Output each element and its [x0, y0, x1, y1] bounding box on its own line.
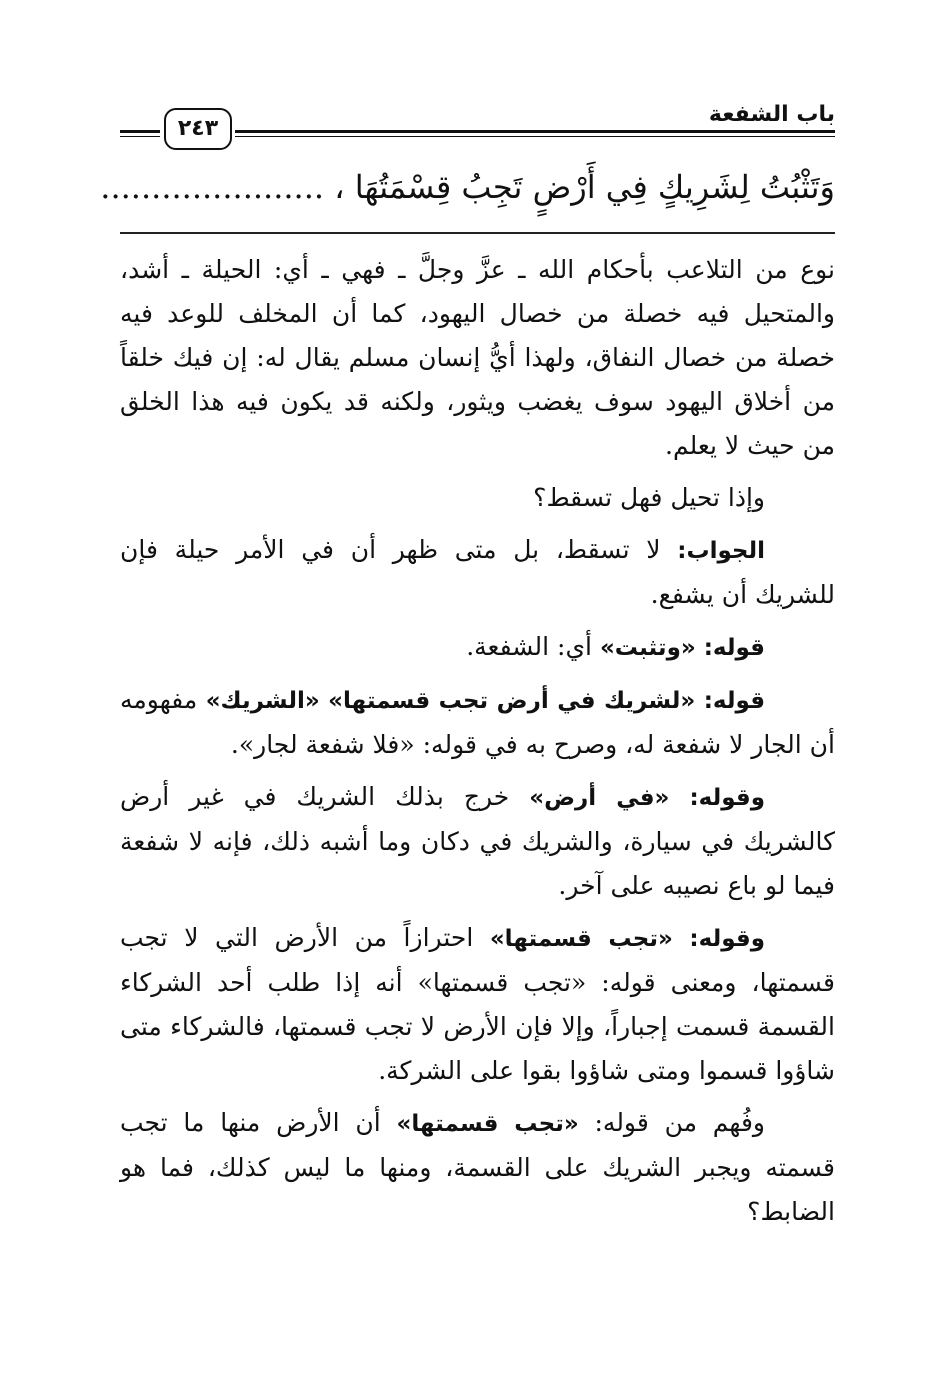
paragraph-text: احترازاً من الأرض التي لا تجب قسمتها، ومعنى قوله: «تجب قسمتها» أنه إذا طلب أحد الشركاء القسمة قسمت إجباراً، وإلا فإن الأرض لا تجب قسمتها، فالشركاء متى شاؤوا قسموا ومتى شاؤوا بقوا على الشركة. — [120, 923, 835, 1085]
paragraph-text: أن الأرض منها ما تجب قسمته ويجبر الشريك على القسمة، ومنها ما ليس كذلك، فما هو الضابط؟ — [120, 1108, 835, 1226]
header-rule-left — [120, 130, 160, 133]
matn-separator — [120, 232, 835, 234]
paragraph-6 — [120, 775, 835, 908]
matn-text: وَتَثْبُتُ لِشَرِيكٍ فِي أَرْضٍ تَجِبُ قِسْمَتُهَا ، — [334, 168, 835, 206]
commentary-body — [120, 248, 835, 1242]
paragraph-8 — [120, 1101, 835, 1234]
paragraph-text-lead: وفُهم من قوله: — [578, 1108, 765, 1137]
bold-lead: قوله: «وتثبت» — [599, 635, 765, 661]
header-rule-left-thin — [120, 136, 160, 137]
paragraph-7 — [120, 916, 835, 1093]
bold-lead: وقوله: «تجب قسمتها» — [489, 926, 765, 952]
paragraph-text: نوع من التلاعب بأحكام الله ـ عزَّ وجلَّ ـ فهي ـ أي: الحيلة ـ أشد، والمتحيل فيه خصلة من خصال اليهود، كما أن المخلف للوعد فيه خصلة من خصال النفاق، ولهذا أيُّ إنسان مسلم يقال له: إن فيك خلقاً من أخلاق اليهود سوف يغضب ويثور، ولكنه قد يكون فيه هذا الخلق من حيث لا يعلم. — [120, 255, 835, 460]
bold-lead: الجواب: — [677, 538, 765, 564]
paragraph-text: مفهومه أن الجار لا شفعة له، وصرح به في قوله: «فلا شفعة لجار». — [120, 685, 835, 759]
paragraph-text: خرج بذلك الشريك في غير أرض كالشريك في سيارة، والشريك في دكان وما أشبه ذلك، فإنه لا شفعة فيما لو باع نصيبه على آخر. — [120, 782, 835, 900]
paragraph-text: أي: الشفعة. — [466, 632, 600, 661]
paragraph-1 — [120, 248, 835, 468]
chapter-title: باب الشفعة — [708, 102, 835, 127]
matn-dots: ...................... — [100, 168, 325, 206]
paragraph-4 — [120, 625, 835, 670]
paragraph-text: لا تسقط، بل متى ظهر أن في الأمر حيلة فإن للشريك أن يشفع. — [120, 535, 835, 609]
header-rule — [235, 130, 835, 133]
header-rule-thin — [235, 136, 835, 137]
bold-lead: وقوله: «في أرض» — [529, 785, 766, 811]
matn-line — [100, 162, 835, 212]
page-header — [120, 96, 835, 152]
book-page — [100, 0, 835, 1393]
paragraph-3 — [120, 528, 835, 617]
paragraph-2 — [120, 476, 835, 520]
paragraph-5 — [120, 678, 835, 767]
paragraph-text: وإذا تحيل فهل تسقط؟ — [533, 483, 765, 512]
bold-lead: قوله: «لشريك في أرض تجب قسمتها» «الشريك» — [205, 688, 765, 714]
page-number: ٢٤٣ — [164, 108, 232, 150]
bold-quote: «تجب قسمتها» — [396, 1111, 579, 1137]
